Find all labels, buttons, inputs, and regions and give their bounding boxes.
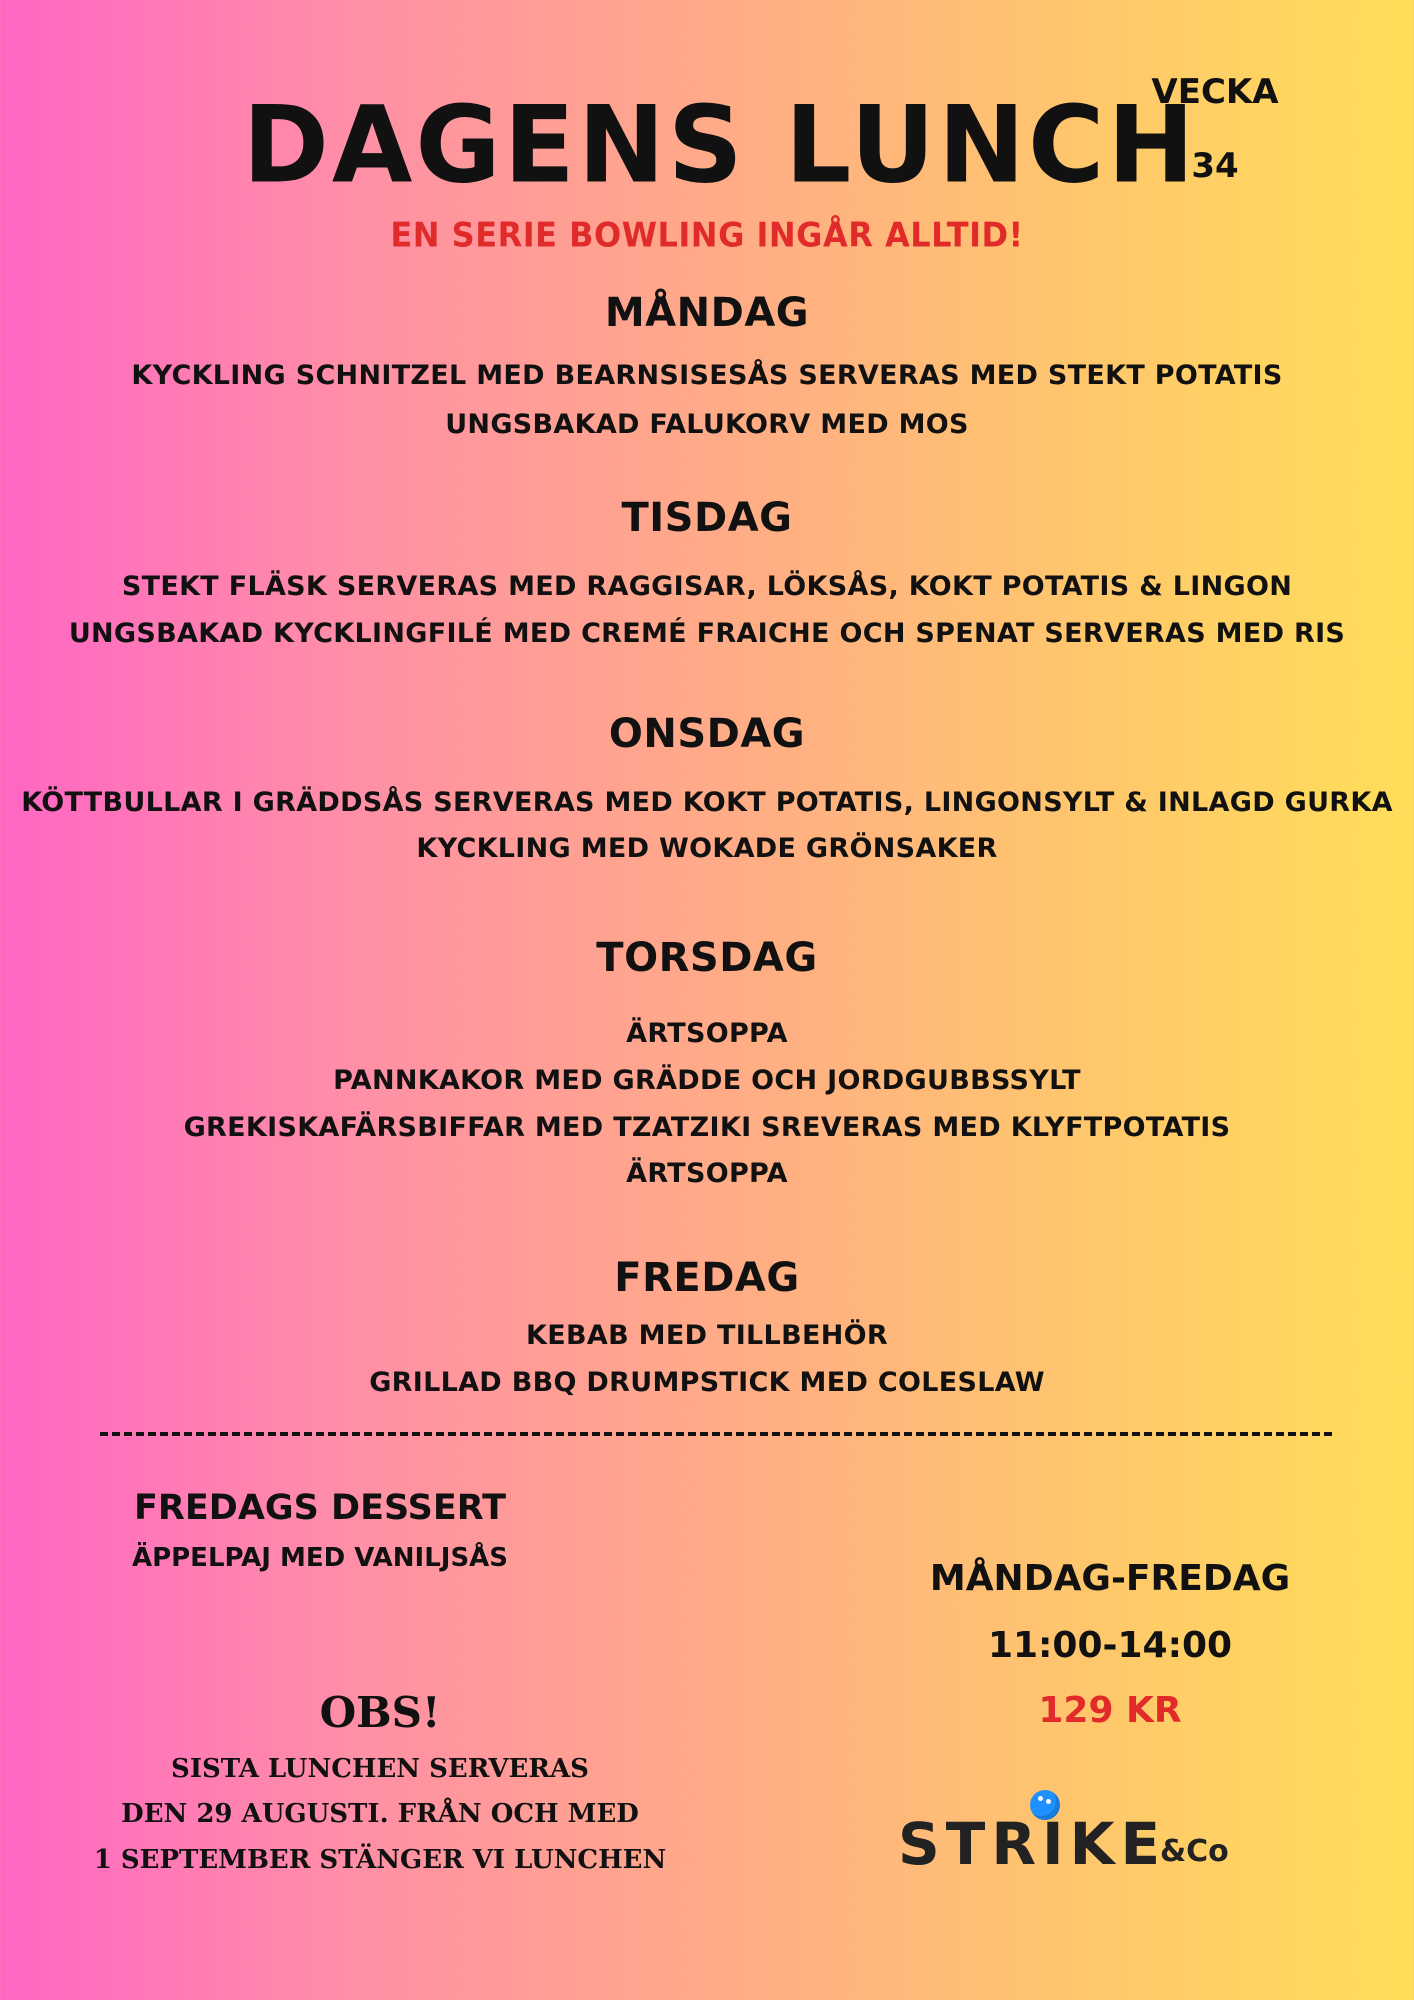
page-title: DAGENS LUNCH xyxy=(242,82,1198,208)
dish-item: KÖTTBULLAR I GRÄDDSÅS SERVERAS MED KOKT POTATIS, LINGONSYLT & INLAGD GURKA xyxy=(21,787,1393,818)
dish-item: KYCKLING SCHNITZEL MED BEARNSISESÅS SERVERAS MED STEKT POTATIS xyxy=(131,360,1283,391)
dish-item: KEBAB MED TILLBEHÖR xyxy=(526,1320,888,1351)
notice-line: 1 SEPTEMBER STÄNGER VI LUNCHEN xyxy=(93,1845,667,1875)
day-heading-onsdag: ONSDAG xyxy=(608,711,806,757)
dish-item: ÄRTSOPPA xyxy=(626,1158,788,1189)
dish-item: KYCKLING MED WOKADE GRÖNSAKER xyxy=(416,833,998,864)
tagline: EN SERIE BOWLING INGÅR ALLTID! xyxy=(390,215,1024,255)
dish-item: GREKISKAFÄRSBIFFAR MED TZATZIKI SREVERAS MED KLYFTPOTATIS xyxy=(183,1112,1231,1143)
dish-item: GRILLAD BBQ DRUMPSTICK MED COLESLAW xyxy=(369,1367,1045,1398)
dish-item: STEKT FLÄSK SERVERAS MED RAGGISAR, LÖKSÅS, KOKT POTATIS & LINGON xyxy=(121,571,1293,602)
serving-days: MÅNDAG-FREDAG xyxy=(929,1558,1291,1599)
dish-item: ÄRTSOPPA xyxy=(626,1018,788,1049)
day-heading-torsdag: TORSDAG xyxy=(596,935,818,981)
day-heading-tisdag: TISDAG xyxy=(621,495,793,541)
dashed-divider xyxy=(100,1432,1332,1436)
day-heading-mandag: MÅNDAG xyxy=(604,290,810,336)
week-number: 34 xyxy=(1191,146,1239,186)
notice-line: DEN 29 AUGUSTI. FRÅN OCH MED xyxy=(121,1799,639,1829)
dish-item: PANNKAKOR MED GRÄDDE OCH JORDGUBBSSYLT xyxy=(333,1065,1081,1096)
logo-suffix: &Co xyxy=(1160,1834,1229,1869)
day-heading-fredag: FREDAG xyxy=(614,1255,800,1301)
serving-time: 11:00-14:00 xyxy=(987,1625,1233,1666)
strike-logo xyxy=(892,1790,1252,1880)
dessert-item: ÄPPELPAJ MED VANILJSÅS xyxy=(131,1543,509,1573)
week-label: VECKA xyxy=(1151,72,1279,112)
dish-item: UNGSBAKAD FALUKORV MED MOS xyxy=(445,409,969,440)
dessert-heading: FREDAGS DESSERT xyxy=(134,1488,506,1528)
notice-heading: OBS! xyxy=(319,1688,441,1737)
logo-wordmark: STRIKE xyxy=(898,1810,1167,1878)
dish-item: UNGSBAKAD KYCKLINGFILÉ MED CREMÉ FRAICHE OCH SPENAT SERVERAS MED RIS xyxy=(68,618,1346,649)
notice-line: SISTA LUNCHEN SERVERAS xyxy=(171,1754,589,1784)
price: 129 KR xyxy=(1038,1690,1182,1731)
week-indicator xyxy=(1130,72,1300,186)
